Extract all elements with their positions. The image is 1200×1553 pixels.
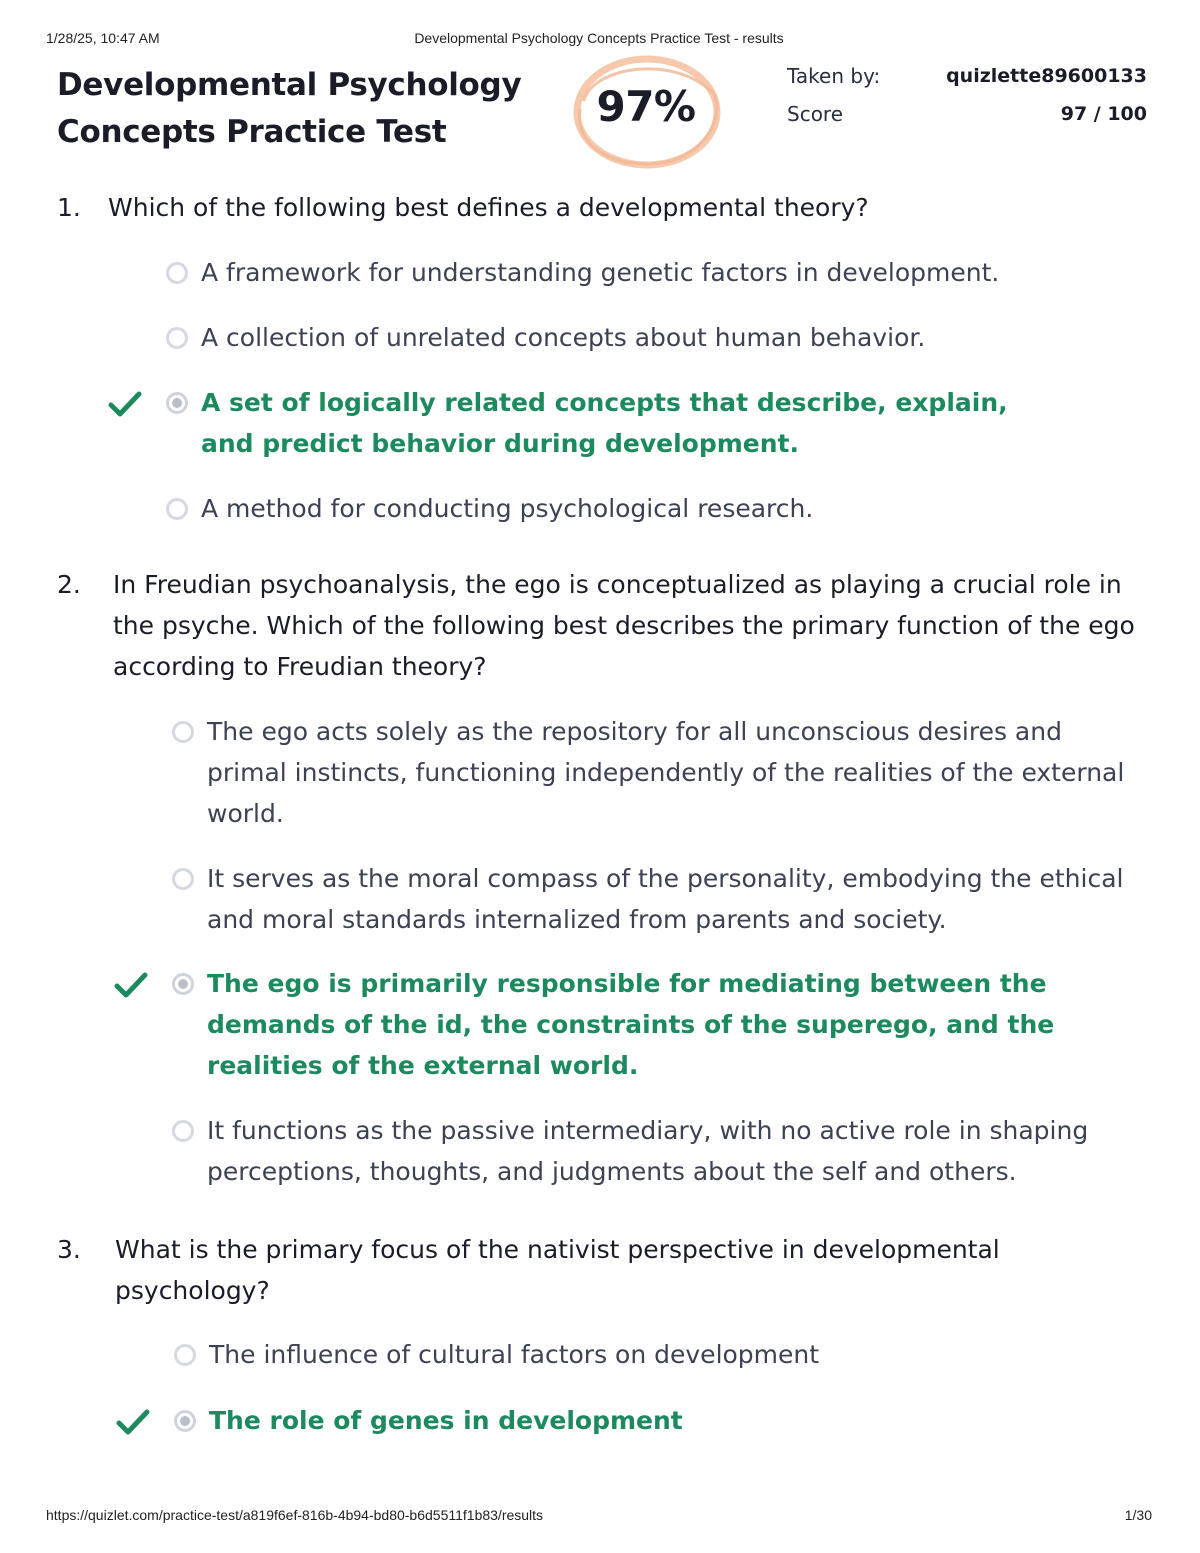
print-page-title: Developmental Psychology Concepts Practice Test - results [414, 30, 784, 46]
answer-option-text: A set of logically related concepts that describe, explain, and predict behavior during development. [201, 388, 1008, 458]
answer-option[interactable] [172, 1110, 1147, 1192]
answer-option-text: A method for conducting psychological research. [201, 494, 814, 523]
radio-button[interactable] [172, 868, 194, 890]
score-value: 97 / 100 [1060, 103, 1147, 125]
question-text: What is the primary focus of the nativist perspective in developmental psychology? [115, 1235, 1000, 1305]
answer-option-correct[interactable] [172, 963, 1147, 1086]
radio-button[interactable] [166, 327, 188, 349]
radio-button[interactable] [172, 721, 194, 743]
test-meta [787, 60, 1147, 136]
taken-by-label: Taken by: [787, 64, 881, 88]
answer-option-text: The role of genes in development [209, 1406, 683, 1435]
test-title [57, 62, 537, 156]
print-url[interactable]: https://quizlet.com/practice-test/a819f6ef-816b-4b94-bd80-b6d5511f1b83/results [46, 1507, 544, 1523]
radio-button[interactable] [174, 1344, 196, 1366]
answer-option[interactable] [166, 317, 1126, 358]
answer-option-text: It functions as the passive intermediary, with no active role in shaping perceptions, thoughts, and judgments about the self and others. [207, 1116, 1089, 1186]
answer-option-text: A framework for understanding genetic factors in development. [201, 258, 1000, 287]
question-number: 2. [57, 570, 81, 599]
checkmark-icon [116, 1408, 150, 1436]
score-label: Score [787, 102, 844, 126]
answer-option[interactable] [174, 1334, 1134, 1375]
answer-option[interactable] [166, 488, 1126, 529]
answer-option[interactable] [172, 858, 1132, 940]
page-count: 1/30 [1124, 1507, 1152, 1523]
question-3 [57, 1229, 1057, 1311]
question-text: In Freudian psychoanalysis, the ego is conceptualized as playing a crucial role in the psyche. Which of the following best describes the primary function of the ego according to Freudian theory? [113, 570, 1135, 681]
score-badge [566, 54, 726, 172]
test-title-line-2: Concepts Practice Test [57, 114, 447, 150]
score-row [787, 98, 1147, 136]
print-footer [46, 1507, 1152, 1525]
question-2 [57, 564, 1152, 687]
taken-by-username[interactable]: quizlette89600133 [946, 65, 1147, 87]
radio-button-selected[interactable] [166, 392, 188, 414]
score-percent: 97% [596, 82, 696, 131]
print-datetime: 1/28/25, 10:47 AM [46, 30, 160, 46]
answer-option-correct[interactable] [174, 1400, 1134, 1441]
radio-button-selected[interactable] [172, 973, 194, 995]
question-number: 3. [57, 1235, 81, 1264]
checkmark-icon [108, 390, 142, 418]
answer-option-text: The ego acts solely as the repository for all unconscious desires and primal instincts, functioning independently of the realities of the external world. [207, 717, 1125, 828]
question-1 [57, 187, 1152, 228]
test-title-line-1: Developmental Psychology [57, 67, 522, 103]
question-number: 1. [57, 193, 81, 222]
answer-option-text: A collection of unrelated concepts about human behavior. [201, 323, 926, 352]
answer-option-correct[interactable] [166, 382, 1066, 464]
radio-button[interactable] [172, 1120, 194, 1142]
question-text: Which of the following best defines a developmental theory? [108, 193, 869, 222]
radio-button[interactable] [166, 498, 188, 520]
answer-option-text: The influence of cultural factors on development [209, 1340, 820, 1369]
answer-option[interactable] [166, 252, 1126, 293]
print-header [46, 30, 1152, 48]
radio-button[interactable] [166, 262, 188, 284]
radio-button-selected[interactable] [174, 1410, 196, 1432]
checkmark-icon [114, 971, 148, 999]
taken-by-row [787, 60, 1147, 98]
answer-option-text: It serves as the moral compass of the personality, embodying the ethical and moral standards internalized from parents and society. [207, 864, 1124, 934]
answer-option[interactable] [172, 711, 1132, 834]
answer-option-text: The ego is primarily responsible for mediating between the demands of the id, the constraints of the superego, and the realities of the external world. [207, 969, 1055, 1080]
